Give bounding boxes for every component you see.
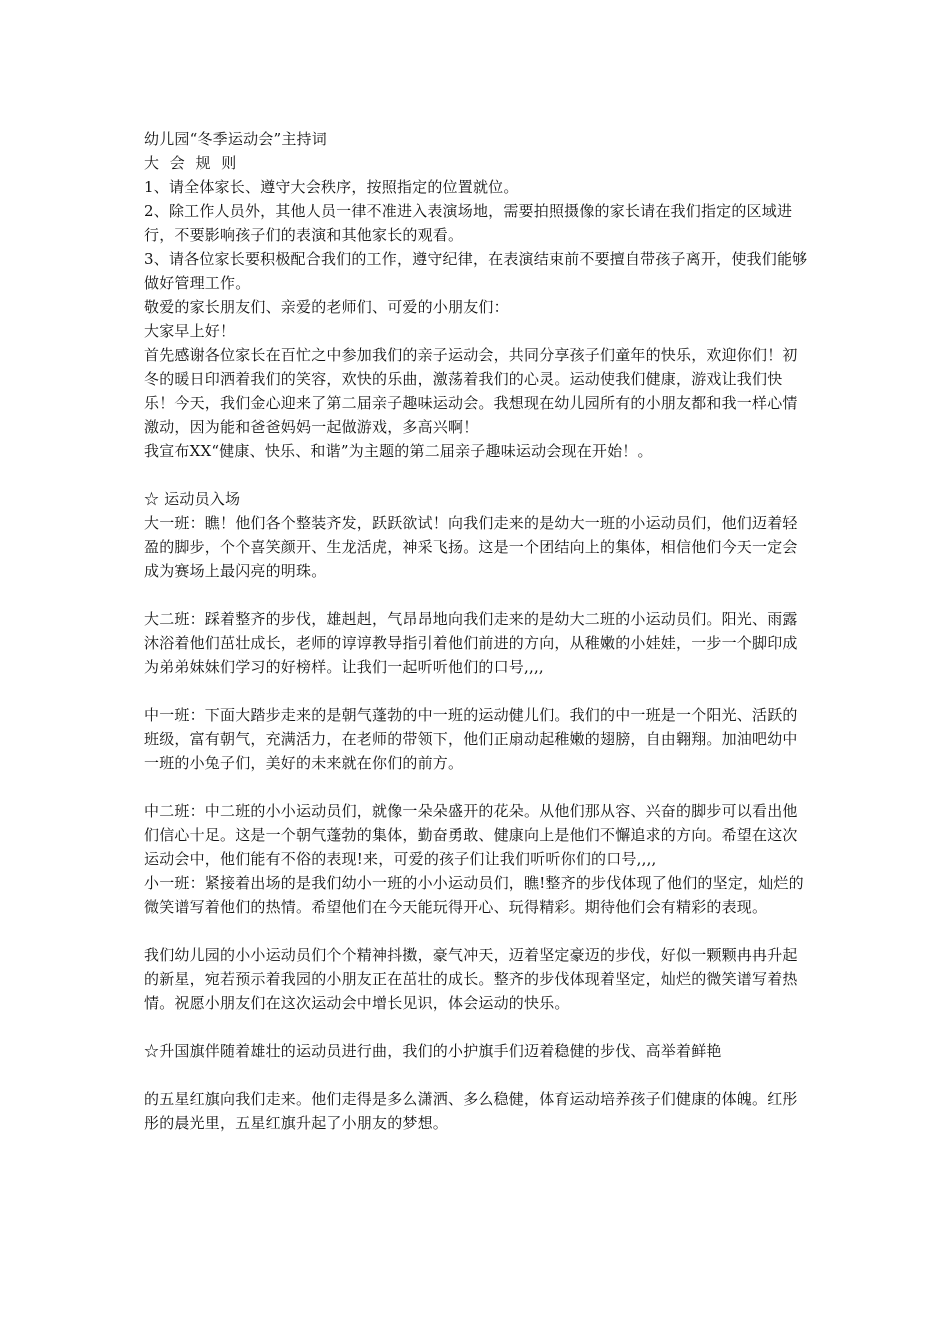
- paragraph-spacer: [144, 1015, 808, 1039]
- class-da1-paragraph: 大一班：瞧！他们各个整装齐发，跃跃欲试！向我们走来的是幼大一班的小运动员们，他们迈着轻盈的脚步，个个喜笑颜开、生龙活虎，神采飞扬。这是一个团结向上的集体，相信他们今天一定会成为赛场上最闪亮的明珠。: [144, 514, 798, 580]
- section-heading-athletes: ☆ 运动员入场: [144, 490, 241, 508]
- paragraph-spacer: [144, 463, 808, 487]
- paragraph-spacer: [144, 775, 808, 799]
- class-xiao1-paragraph: 小一班：紧接着出场的是我们幼小一班的小小运动员们，瞧!整齐的步伐体现了他们的坚定，灿烂的微笑谱写着他们的热情。希望他们在今天能玩得开心、玩得精彩。期待他们会有精彩的表现。: [144, 874, 804, 916]
- opening-paragraph: 首先感谢各位家长在百忙之中参加我们的亲子运动会，共同分享孩子们童年的快乐，欢迎你们！初冬的暖日印洒着我们的笑容，欢快的乐曲，激荡着我们的心灵。运动使我们健康，游戏让我们快乐！今天，我们金心迎来了第二届亲子趣味运动会。我想现在幼儿园所有的小朋友都和我一样心情激动，因为能和爸爸妈妈一起做游戏，多高兴啊！: [144, 346, 798, 436]
- paragraph-spacer: [144, 919, 808, 943]
- greeting-line: 敬爱的家长朋友们、亲爱的老师们、可爱的小朋友们：: [144, 298, 509, 316]
- class-zhong1-paragraph: 中一班：下面大踏步走来的是朝气蓬勃的中一班的运动健儿们。我们的中一班是一个阳光、活跃的班级，富有朝气，充满活力，在老师的带领下，他们正扇动起稚嫩的翅膀，自由翱翔。加油吧幼中一班的小兔子们，美好的未来就在你们的前方。: [144, 706, 798, 772]
- good-morning-line: 大家早上好！: [144, 322, 236, 340]
- rule-item-3: 3、请各位家长要积极配合我们的工作，遵守纪律，在表演结束前不要擅自带孩子离开，使我们能够做好管理工作。: [144, 250, 808, 292]
- paragraph-spacer: [144, 583, 808, 607]
- document-title: 幼儿园“冬季运动会”主持词: [144, 130, 327, 148]
- paragraph-spacer: [144, 1063, 808, 1087]
- declaration-line: 我宣布XX“健康、快乐、和谐”为主题的第二届亲子趣味运动会现在开始！。: [144, 442, 653, 460]
- paragraph-spacer: [144, 679, 808, 703]
- class-da2-paragraph: 大二班：踩着整齐的步伐，雄赳赳，气昂昂地向我们走来的是幼大二班的小运动员们。阳光、雨露沐浴着他们茁壮成长，老师的谆谆教导指引着他们前进的方向，从稚嫩的小娃娃，一步一个脚印成为弟弟妹妹们学习的好榜样。让我们一起听听他们的口号,,,,: [144, 610, 798, 676]
- summary-paragraph: 我们幼儿园的小小运动员们个个精神抖擞，豪气冲天，迈着坚定豪迈的步伐，好似一颗颗冉冉升起的新星，宛若预示着我园的小朋友正在茁壮的成长。整齐的步伐体现着坚定，灿烂的微笑谱写着热情。祝愿小朋友们在这次运动会中增长见识，体会运动的快乐。: [144, 946, 798, 1012]
- rule-item-1: 1、请全体家长、遵守大会秩序，按照指定的位置就位。: [144, 178, 519, 196]
- flag-paragraph: 的五星红旗向我们走来。他们走得是多么潇洒、多么稳健，体育运动培养孩子们健康的体魄。红彤彤的晨光里，五星红旗升起了小朋友的梦想。: [144, 1090, 798, 1132]
- rule-item-2: 2、除工作人员外，其他人员一律不准进入表演场地，需要拍照摄像的家长请在我们指定的区域进行，不要影响孩子们的表演和其他家长的观看。: [144, 202, 793, 244]
- flag-intro-line: ☆升国旗伴随着雄壮的运动员进行曲，我们的小护旗手们迈着稳健的步伐、高举着鲜艳: [144, 1042, 722, 1060]
- class-zhong2-paragraph: 中二班：中二班的小小运动员们，就像一朵朵盛开的花朵。从他们那从容、兴奋的脚步可以看出他们信心十足。这是一个朝气蓬勃的集体，勤奋勇敢、健康向上是他们不懈追求的方向。希望在这次运动会中，他们能有不俗的表现!来，可爱的孩子们让我们听听你们的口号,,,,: [144, 802, 798, 868]
- document-body: [144, 127, 808, 1135]
- rules-heading: 大 会 规 则: [144, 154, 240, 172]
